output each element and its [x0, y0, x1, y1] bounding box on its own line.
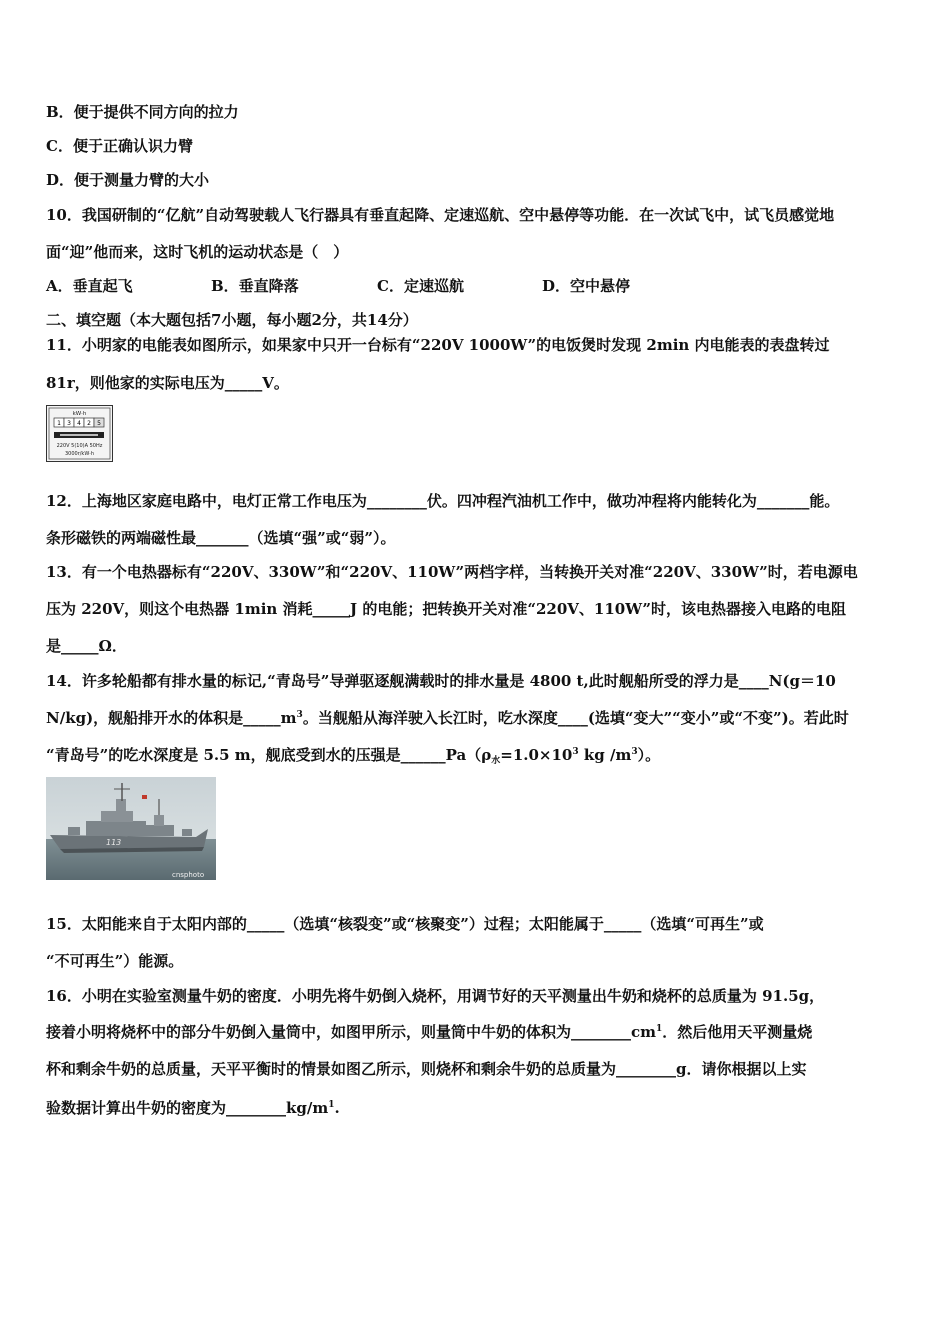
destroyer-ship-icon	[46, 777, 216, 880]
q10-option-b: B．垂直降落	[211, 277, 299, 295]
meter-spec: 220V 5(10)A 50Hz	[56, 443, 103, 449]
electric-meter-icon	[46, 405, 113, 462]
meter-digit: 2	[87, 420, 91, 427]
q10-option-c: C．定速巡航	[377, 277, 464, 295]
q10-text-line1: 10．我国研制的“亿航”自动驾驶载人飞行器具有垂直起降、定速巡航、空中悬停等功能．在一次试飞中，试飞员感觉地	[46, 206, 835, 224]
q15-text-line1: 15．太阳能来自于太阳内部的_____（选填“核裂变”或“核聚变”）过程；太阳能属于_____（选填“可再生”或	[46, 915, 764, 933]
section-title: 二、填空题（本大题包括7小题，每小题2分，共14分）	[46, 311, 418, 329]
warship-photo	[46, 777, 216, 880]
q11-text-line2: 81r，则他家的实际电压为_____V。	[46, 374, 289, 392]
meter-digit: 5	[97, 420, 101, 427]
q13-text-line2: 压为 220V，则这个电热器 1min 消耗_____J 的电能；把转换开关对准“220V、110W”时，该电热器接入电路的电阻	[46, 600, 846, 618]
q11-text-line1: 11．小明家的电能表如图所示，如果家中只开一台标有“220V 1000W”的电饭煲时发现 2min 内电能表的表盘转过	[46, 336, 830, 354]
q13-text-line3: 是_____Ω．	[46, 637, 127, 655]
hull-number: 113	[106, 838, 122, 847]
q10-option-a: A．垂直起飞	[46, 277, 133, 295]
q12-text-line2: 条形磁铁的两端磁性最_______（选填“强”或“弱”）。	[46, 529, 396, 547]
q16-text-line1: 16．小明在实验室测量牛奶的密度．小明先将牛奶倒入烧杯，用调节好的天平测量出牛奶和烧杯的总质量为 91.5g，	[46, 987, 825, 1005]
q12-text-line1: 12．上海地区家庭电路中，电灯正常工作电压为________伏。四冲程汽油机工作中，做功冲程将内能转化为_______能。	[46, 492, 840, 510]
q9-option-b: B．便于提供不同方向的拉力	[46, 103, 239, 121]
photo-watermark: cnsphoto	[172, 871, 205, 879]
q14-text-line3: “青岛号”的吃水深度是 5.5 m，舰底受到水的压强是$\_\_\_\_\_\_Pa(\rho_水=1.0\times 10^3$ kg $/m^3$）。	[46, 746, 661, 766]
electric-meter-figure	[46, 405, 113, 462]
q16-text-line4: 验数据计算出牛奶的密度为$\_\_\_\_\_\_\_\_kg/m^1$.	[46, 1099, 340, 1117]
q16-text-line3: 杯和剩余牛奶的总质量，天平平衡时的情景如图乙所示，则烧杯和剩余牛奶的总质量为________g．请你根据以上实	[46, 1060, 807, 1078]
q16-text-line2: 接着小明将烧杯中的部分牛奶倒入量筒中，如图甲所示，则量筒中牛奶的体积为$\_\_\_\_\_\_\_\_cm^1$．然后他用天平测量烧	[46, 1023, 813, 1041]
q14-text-line1: 14．许多轮船都有排水量的标记,“青岛号”导弹驱逐舰满载时的排水量是 4800 t,此时舰船所受的浮力是____N(g＝10	[46, 672, 836, 690]
q14-text-line2: N/kg)，舰船排开水的体积是$\_\_\_\_\_m^3$。当舰船从海洋驶入长江时，吃水深度____(选填“变大”“变小”或“不变”)。若此时	[46, 709, 849, 727]
q10-text-line2: 面“迎”他而来，这时飞机的运动状态是（ ）	[46, 243, 349, 261]
q10-option-d: D．空中悬停	[542, 277, 631, 295]
meter-digit: 4	[77, 420, 81, 427]
q9-option-d: D．便于测量力臂的大小	[46, 171, 210, 189]
meter-unit: kW·h	[72, 411, 87, 417]
meter-digits	[54, 418, 104, 427]
meter-digit: 3	[67, 420, 71, 427]
q9-option-c: C．便于正确认识力臂	[46, 137, 193, 155]
q15-text-line2: “不可再生”）能源。	[46, 952, 184, 970]
meter-rate: 3000r/kW·h	[64, 451, 95, 457]
meter-digit: 1	[57, 420, 61, 427]
q13-text-line1: 13．有一个电热器标有“220V、330W”和“220V、110W”两档字样，当转换开关对准“220V、330W”时，若电源电	[46, 563, 858, 581]
